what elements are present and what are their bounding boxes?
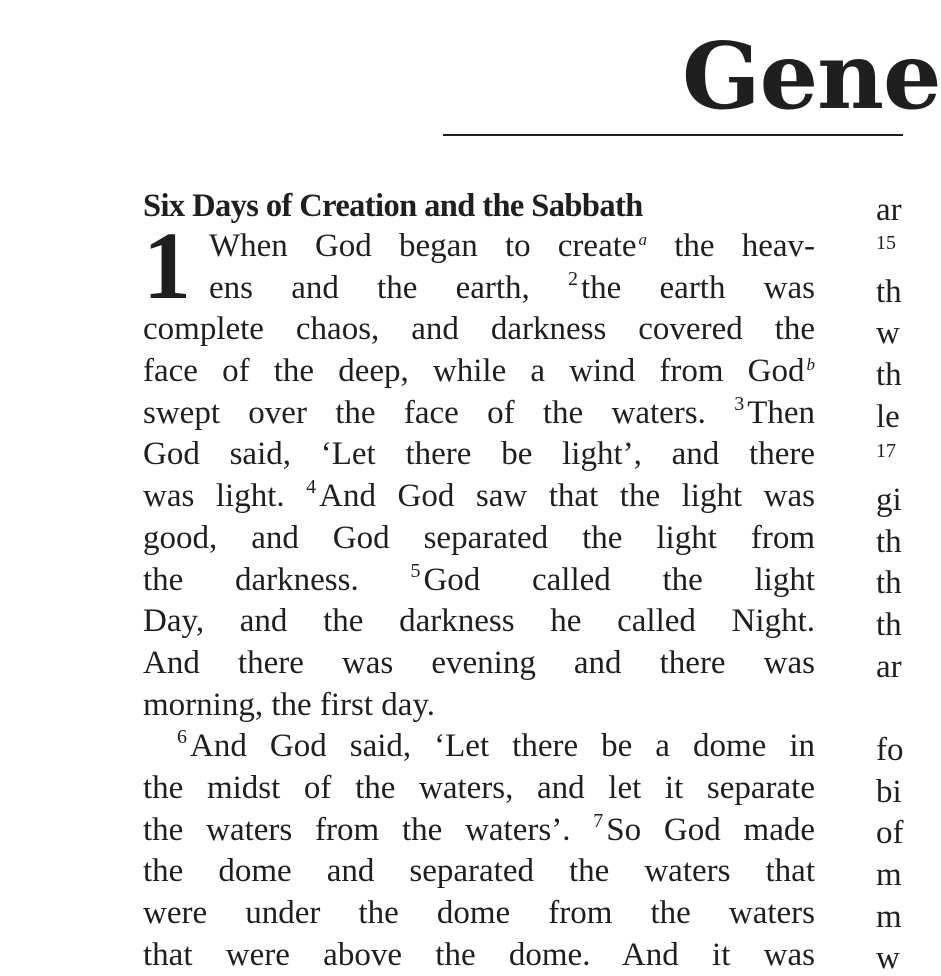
verse-number: 7 [593,809,604,832]
text-line: the midst of the waters, and let it separate [143,769,815,806]
text-fragment: of [876,815,904,851]
left-text-column [143,186,815,976]
text-line: $^6$And God said, ‘Let there be a dome in [177,726,815,765]
title-rule [443,134,903,136]
text-line: the darkness. $^5$God called the light [143,559,815,598]
text-line: morning, the first day. [143,686,436,723]
footnote-marker[interactable]: b [806,355,815,375]
text-fragment: ar [876,192,902,228]
text-fragment: m [876,857,902,893]
verse-number: 2 [568,267,578,290]
text-line: swept over the face of the waters. $^3$Then [143,392,815,431]
text-line: that were above the dome. And it was [143,936,815,973]
text-fragment: th [876,607,902,643]
text-fragment: w [876,940,900,976]
text-fragment: m [876,899,902,935]
text-fragment: th [876,524,902,560]
text-line: the waters from the waters’. $^7$So God made [143,809,815,848]
text-fragment: th [876,357,902,393]
verse-number: 15 [876,232,896,254]
text-fragment: gi [876,482,902,518]
text-line: Day, and the darkness he called Night. [143,603,815,640]
text-line: complete chaos, and darkness covered the [143,311,815,348]
text-line: face of the deep, while a wind from God $^b$ [143,353,815,390]
text-fragment: fo [876,732,904,768]
text-line: When God began to create $^a$ the heav- [209,228,815,264]
verse-number: 4 [306,476,317,499]
verse-number: 17 [876,440,896,462]
verse-number: 5 [410,559,421,582]
text-line: ens and the earth, $^2$the earth was [209,267,816,306]
text-line: good, and God separated the light from [143,519,815,556]
verse-number: 6 [177,726,187,749]
text-line: God said, ‘Let there be light’, and there [143,436,815,473]
section-heading: Six Days of Creation and the Sabbath [143,188,643,224]
text-fragment: bi [876,774,902,810]
footnote-marker[interactable]: a [638,229,648,249]
text-fragment: th [876,565,902,601]
text-fragment: th [876,274,902,310]
text-fragment: le [876,399,900,435]
verse-number: 3 [734,392,745,415]
text-line: was light. $^4$And God saw that the light was [143,476,815,515]
book-title: Gene [682,22,941,130]
text-fragment: ar [876,649,902,685]
text-line: were under the dome from the waters [143,895,815,931]
text-fragment: w [876,315,900,351]
text-line: the dome and separated the waters that [143,853,815,890]
chapter-number: 1 [143,212,191,319]
text-line: And there was evening and there was [143,644,815,681]
